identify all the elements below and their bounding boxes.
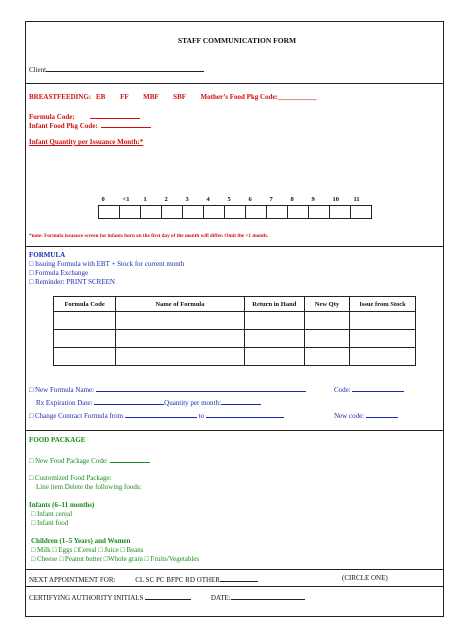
divider [26,246,443,247]
qty-header: 9 [309,193,330,206]
col-return-in-hand: Return in Hand [244,297,304,312]
infant-food-pkg-row [29,120,151,130]
infant-quantity-label: Infant Quantity per Issuance Month:* [29,138,144,146]
qty-cell[interactable] [204,206,225,219]
change-contract-row [29,410,284,420]
customized-food-package[interactable]: □ Customized Food Package: [29,474,112,482]
new-code-field[interactable] [366,410,398,418]
children-options-row-1[interactable]: □ Milk □ Eggs □Cereal □ Juice □ Beans [31,546,144,554]
divider [26,430,443,431]
divider [26,586,443,587]
table-cell[interactable] [54,312,116,330]
client-field[interactable] [46,64,204,72]
table-cell[interactable] [304,312,349,330]
table-cell[interactable] [54,330,116,348]
mothers-food-pkg-label[interactable]: Mother’s Food Pkg Code:___________ [200,93,317,101]
formula-code-field[interactable] [90,111,140,119]
breastfeeding-label: BREASTFEEDING: [29,93,92,101]
new-formula-name-label[interactable]: □ New Formula Name: [29,386,96,394]
new-food-package-row [29,455,150,465]
table-cell[interactable] [350,312,416,330]
client-row [29,64,204,74]
col-issue-from-stock: Issue from Stock [350,297,416,312]
qty-cell[interactable] [267,206,288,219]
table-cell[interactable] [244,330,304,348]
certifying-label: CERTIFYING AUTHORITY INITIALS [29,594,146,602]
circle-one-label: (CIRCLE ONE) [342,574,388,582]
qty-cell[interactable] [330,206,351,219]
table-cell[interactable] [116,348,245,366]
table-cell[interactable] [350,330,416,348]
rx-expiration-label: Rx Expiration Date: [36,399,95,407]
change-contract-label[interactable]: □ Change Contract Formula from [29,412,125,420]
food-package-heading: FOOD PACKAGE [29,436,86,444]
qty-cell[interactable] [120,206,141,219]
table-row [54,330,416,348]
qty-header: 10 [330,193,351,206]
client-label: Client [29,66,47,74]
new-formula-name-field[interactable] [96,384,306,392]
table-cell[interactable] [116,312,245,330]
quantity-note: *note: Formula issuance screen for infants born on the first day of the month will differ. Omit the <1 month. [29,233,269,239]
infants-heading: Infants (6–11 months) [29,501,95,509]
table-cell[interactable] [350,348,416,366]
children-heading: Children (1–5 Years) and Women [31,537,131,545]
qty-header: <1 [120,193,141,206]
table-cell[interactable] [244,312,304,330]
qty-header: 7 [267,193,288,206]
quantity-table [98,193,372,219]
table-cell[interactable] [54,348,116,366]
date-label: DATE: [210,594,231,602]
formula-option[interactable]: □ Issuing Formula with EBT + Stock for current month [29,260,185,268]
qty-cell[interactable] [288,206,309,219]
table-cell[interactable] [116,330,245,348]
other-field[interactable] [220,574,258,582]
table-row [54,312,416,330]
new-formula-row [29,384,306,394]
formula-table-header [54,297,416,312]
children-options-row-2[interactable]: □ Cheese □ Peanut butter □Whole grain □ Fruits/Vegetables [31,555,200,563]
quantity-per-month-label: Quantity per month: [164,399,221,407]
formula-table [53,296,416,366]
table-cell[interactable] [304,348,349,366]
new-code-row [334,410,398,420]
divider [26,569,443,570]
to-label: to [196,412,206,420]
certifying-initials-field[interactable] [145,592,191,600]
qty-cell[interactable] [162,206,183,219]
breastfeeding-row [29,93,316,101]
change-to-field[interactable] [206,410,284,418]
rx-expiration-field[interactable] [94,397,164,405]
qty-header: 3 [183,193,204,206]
formula-option[interactable]: □ Reminder: PRINT SCREEN [29,278,115,286]
new-food-package-field[interactable] [110,455,150,463]
qty-cell[interactable] [225,206,246,219]
qty-header: 8 [288,193,309,206]
qty-header: 1 [141,193,162,206]
qty-cell[interactable] [183,206,204,219]
table-cell[interactable] [244,348,304,366]
infant-food-pkg-field[interactable] [101,120,151,128]
qty-header: 11 [351,193,372,206]
quantity-header-row [99,193,372,206]
qty-header: 2 [162,193,183,206]
code-label: Code: [334,386,353,394]
next-appointment-label: NEXT APPOINTMENT FOR: [29,576,116,584]
next-appointment-row [29,574,258,584]
qty-header: 5 [225,193,246,206]
col-new-qty: New Qty [304,297,349,312]
code-field[interactable] [352,384,404,392]
certifying-row [29,592,305,602]
infant-food-option[interactable]: □ Infant food [31,519,69,527]
rx-expiration-row [36,397,261,407]
new-code-label: New code: [334,412,366,420]
table-row [54,348,416,366]
infant-cereal-option[interactable]: □ Infant cereal [31,510,73,518]
date-field[interactable] [231,592,305,600]
table-cell[interactable] [304,330,349,348]
option-ff[interactable]: FF [120,93,129,101]
formula-option[interactable]: □ Formula Exchange [29,269,89,277]
formula-code-label: Formula Code: [29,113,75,121]
option-sbf[interactable]: SBF [173,93,186,101]
qty-cell[interactable] [309,206,330,219]
option-eb[interactable]: EB [95,93,106,101]
divider [26,83,443,84]
option-mbf[interactable]: MBF [143,93,159,101]
qty-cell[interactable] [351,206,372,219]
qty-header: 0 [99,193,120,206]
qty-header: 4 [204,193,225,206]
appointment-options[interactable]: CL SC PC BFPC RD OTHER [135,576,220,584]
form-title: STAFF COMMUNICATION FORM [177,36,297,45]
qty-header: 6 [246,193,267,206]
infant-food-pkg-label: Infant Food Pkg Code: [29,122,98,130]
change-from-field[interactable] [125,410,197,418]
col-formula-code: Formula Code [54,297,116,312]
new-food-package-label[interactable]: □ New Food Package Code: [29,457,110,465]
delete-foods-label: Line item Delete the following foods: [36,483,142,491]
quantity-per-month-field[interactable] [221,397,261,405]
code-row [334,384,404,394]
formula-heading: FORMULA [29,251,66,259]
qty-cell[interactable] [99,206,120,219]
qty-cell[interactable] [246,206,267,219]
qty-cell[interactable] [141,206,162,219]
col-name-of-formula: Name of Formula [116,297,245,312]
quantity-input-row [99,206,372,219]
